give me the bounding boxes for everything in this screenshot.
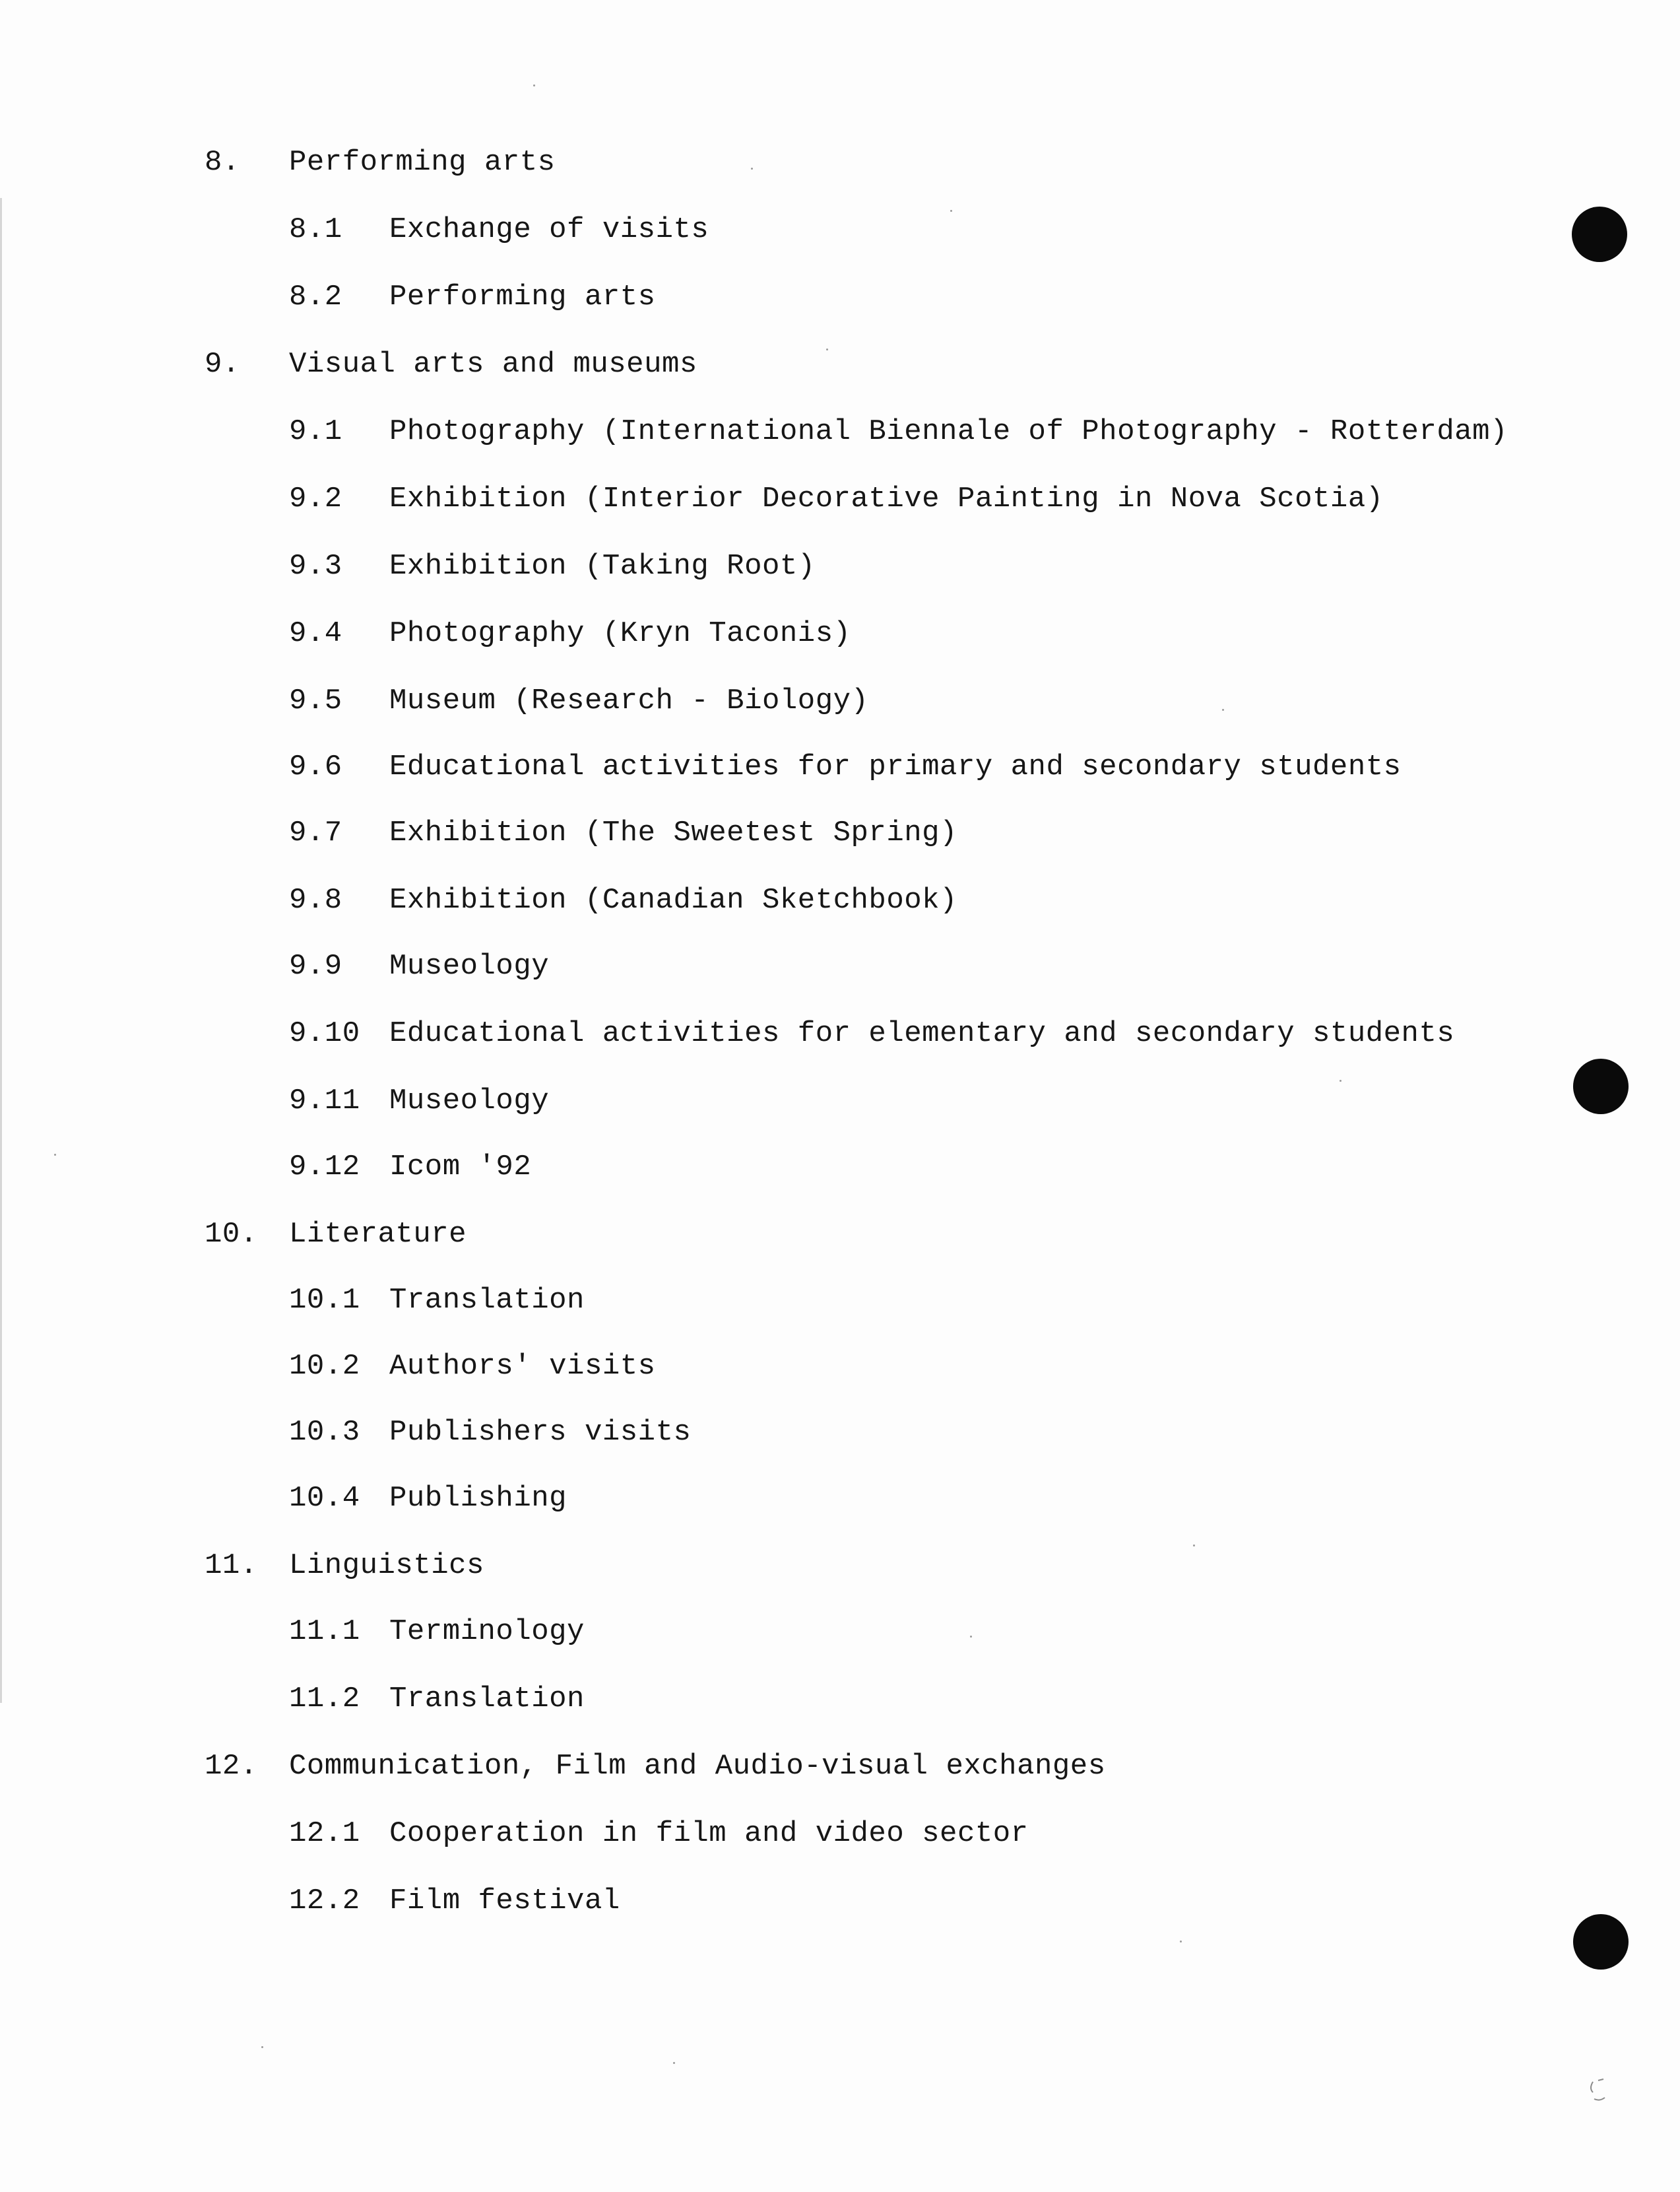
subsection-number: 9.11 [289,1084,360,1117]
scan-speck [1222,709,1224,711]
subsection-item [0,1412,692,1452]
subsection-number: 12.2 [289,1884,360,1917]
subsection-item [0,1346,656,1386]
subsection-title: Publishers visits [389,1416,692,1449]
scan-speck [751,168,753,170]
section-title: Literature [289,1218,467,1251]
section-heading-8 [0,143,556,182]
subsection-item [0,1612,585,1651]
scan-speck [261,2046,263,2048]
scan-speck [1180,1941,1182,1943]
subsection-item [0,479,1384,519]
section-number: 9. [205,348,240,381]
section-number: 11. [205,1549,258,1582]
scan-speck [950,210,952,212]
section-title: Linguistics [289,1549,484,1582]
subsection-number: 9.2 [289,482,342,515]
subsection-item [0,412,1508,451]
subsection-number: 9.9 [289,950,342,983]
section-heading-10 [0,1214,467,1254]
section-number: 8. [205,146,240,179]
subsection-number: 8.2 [289,281,342,314]
subsection-number: 12.1 [289,1817,360,1850]
subsection-number: 10.1 [289,1284,360,1317]
subsection-item [0,1478,567,1518]
subsection-title: Educational activities for elementary and secondary students [389,1017,1455,1050]
section-heading-9 [0,345,697,384]
subsection-number: 10.2 [289,1350,360,1383]
section-title: Communication, Film and Audio-visual exchanges [289,1750,1106,1783]
punch-hole-middle [1573,1059,1629,1114]
subsection-item [0,880,957,920]
subsection-item [0,547,816,586]
subsection-title: Photography (International Biennale of Photography - Rotterdam) [389,415,1508,448]
subsection-title: Exhibition (Taking Root) [389,550,816,583]
subsection-number: 8.1 [289,213,342,246]
subsection-item [0,947,550,986]
subsection-number: 9.6 [289,750,342,783]
subsection-title: Photography (Kryn Taconis) [389,617,851,650]
subsection-item [0,277,656,317]
subsection-item [0,681,869,721]
section-number: 12. [205,1750,258,1783]
section-title: Visual arts and museums [289,348,697,381]
subsection-number: 10.4 [289,1482,360,1515]
scan-speck [54,1154,56,1156]
subsection-number: 9.7 [289,816,342,849]
subsection-number: 10.3 [289,1416,360,1449]
subsection-item [0,1679,585,1719]
section-heading-11 [0,1546,484,1585]
subsection-title: Icom '92 [389,1150,532,1183]
punch-hole-top [1572,207,1627,262]
subsection-title: Museum (Research - Biology) [389,684,869,717]
scan-speck [673,2062,675,2064]
scan-speck [826,349,828,350]
subsection-title: Publishing [389,1482,567,1515]
section-title: Performing arts [289,146,556,179]
subsection-title: Performing arts [389,281,656,314]
subsection-item [0,747,1402,787]
subsection-title: Cooperation in film and video sector [389,1817,1029,1850]
punch-hole-bottom [1573,1914,1629,1970]
subsection-number: 11.2 [289,1682,360,1715]
subsection-item [0,210,709,249]
subsection-item [0,1081,550,1121]
subsection-title: Museology [389,1084,550,1117]
section-number: 10. [205,1218,258,1251]
pencil-mark-icon [1586,2073,1613,2112]
subsection-title: Educational activities for primary and secondary students [389,750,1402,783]
subsection-title: Terminology [389,1615,585,1648]
subsection-title: Exhibition (Canadian Sketchbook) [389,884,957,917]
subsection-item [0,813,957,853]
subsection-number: 9.1 [289,415,342,448]
scan-speck [970,1636,972,1638]
scan-speck [533,84,535,86]
subsection-item [0,614,851,653]
subsection-number: 11.1 [289,1615,360,1648]
section-heading-12 [0,1746,1106,1786]
subsection-title: Exchange of visits [389,213,709,246]
subsection-item [0,1280,585,1320]
scan-speck [1193,1544,1195,1546]
subsection-number: 9.12 [289,1150,360,1183]
subsection-number: 9.10 [289,1017,360,1050]
subsection-item [0,1014,1455,1053]
subsection-title: Exhibition (Interior Decorative Painting in Nova Scotia) [389,482,1384,515]
subsection-title: Museology [389,950,550,983]
subsection-title: Exhibition (The Sweetest Spring) [389,816,957,849]
subsection-number: 9.8 [289,884,342,917]
subsection-title: Authors' visits [389,1350,656,1383]
scan-speck [1340,1080,1341,1082]
subsection-title: Translation [389,1284,585,1317]
subsection-number: 9.3 [289,550,342,583]
subsection-number: 9.5 [289,684,342,717]
subsection-item [0,1881,620,1921]
subsection-number: 9.4 [289,617,342,650]
subsection-title: Translation [389,1682,585,1715]
subsection-item [0,1814,1029,1853]
subsection-title: Film festival [389,1884,620,1917]
subsection-item [0,1147,532,1187]
